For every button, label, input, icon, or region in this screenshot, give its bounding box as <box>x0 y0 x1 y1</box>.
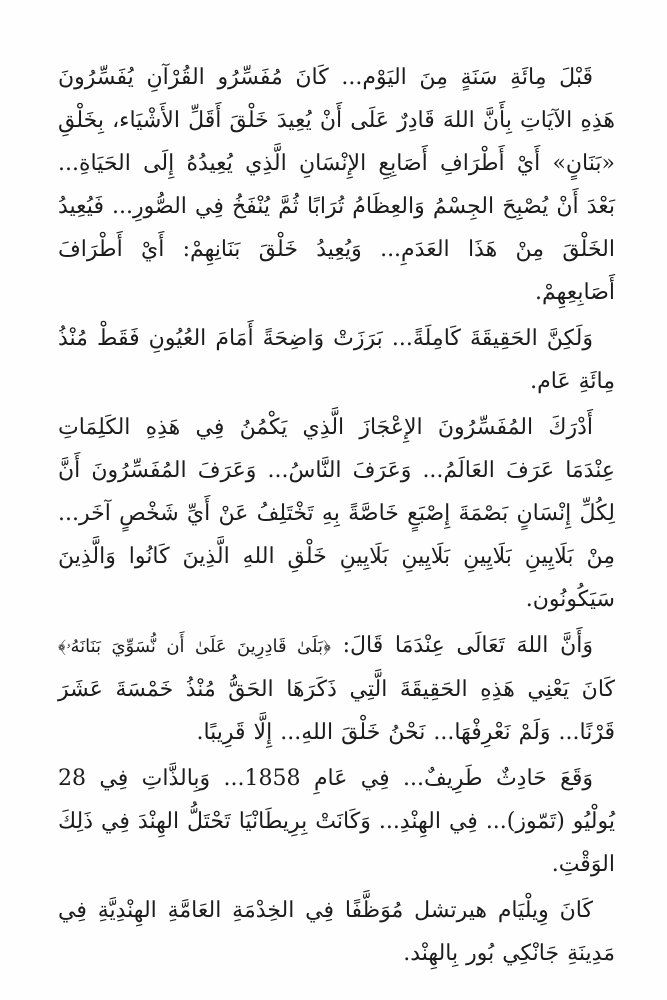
paragraph-1: قَبْلَ مِائَةِ سَنَةٍ مِنَ اليَوْم... كَانَ مُفَسِّرُو القُرْآنِ يُفَسِّرُونَ هَذِهِ الآيَاتِ بِأَنَّ اللهَ قَادِرٌ عَلَى أَنْ يُعِيدَ خَلْقَ أَقَلِّ الأَشْيَاء، بِخَلْقِ «بَنَانٍ» أَيْ أَطْرَافِ أَصَابِعِ الإِنْسَانِ الَّذِي يُعِيدُهُ إِلَى الحَيَاةِ... بَعْدَ أَنْ يُصْبِحَ الجِسْمُ وَالعِظَامُ تُرَابًا ثُمَّ يُنْفَخُ فِي الصُّورِ... فَيُعِيدُ الخَلْقَ مِنْ هَذَا العَدَمِ... وَيُعِيدُ خَلْقَ بَنَانِهِمْ: أَيْ أَطْرَافَ أَصَابِعِهِمْ. <box>58 65 615 305</box>
paragraph-4-rest: كَانَ يَعْنِي هَذِهِ الحَقِيقَةَ الَّتِي ذَكَرَهَا الحَقُّ مُنْذُ خَمْسَةَ عَشَرَ قَرْنًا... وَلَمْ نَعْرِفْهَا... نَحْنُ خَلْقَ اللهِ... إِلَّا قَرِيبًا. <box>58 677 615 745</box>
paragraph-5: وَقَعَ حَادِثٌ طَرِيفٌ... فِي عَامِ 1858... وَبِالذَّاتِ فِي 28 يُولْيُو (تَمّوز)... فِي الهِنْدِ... وَكَانَتْ بِرِيطَانْيَا تَحْتَلُّ الهِنْدَ فِي ذَلِكَ الوَقْتِ. <box>58 766 615 877</box>
paragraph-4 <box>58 624 615 754</box>
quran-verse: ﴿بَلَىٰ قَادِرِينَ عَلَىٰ أَن نُّسَوِّيَ بَنَانَهُۥ﴾ <box>58 636 331 657</box>
paragraph-6: كَانَ وِيلْيَام هيرتشل مُوَظَّفًا فِي الخِدْمَةِ العَامَّةِ الهِنْدِيَّةِ فِي مَدِينَةِ جَانْكِي بُور بِالهِنْد. <box>58 898 615 966</box>
paragraph-4-lead: وَأَنَّ اللهَ تَعَالَى عِنْدَمَا قَالَ: <box>330 633 593 658</box>
paragraph-3: أَدْرَكَ المُفَسِّرُونَ الإِعْجَازَ الَّذِي يَكْمُنُ فِي هَذِهِ الكَلِمَاتِ عِنْدَمَا عَرَفَ العَالَمُ... وَعَرَفَ النَّاسُ... وَعَرَفَ المُفَسِّرُونَ أَنَّ لِكُلِّ إِنْسَانٍ بَصْمَةَ إِصْبَعٍ خَاصَّةً بِهِ تَخْتَلِفُ عَنْ أَيِّ شَخْصٍ آخَر... مِنْ بَلَايِينِ بَلَايِينِ بَلَايِينِ بَلَايِينِ خَلْقِ اللهِ الَّذِينَ كَانُوا وَالَّذِينَ سَيَكُونُون. <box>58 415 615 612</box>
paragraph-2: وَلَكِنَّ الحَقِيقَةَ كَامِلَةً... بَرَزَتْ وَاضِحَةً أَمَامَ العُيُونِ فَقَطْ مُنْذُ مِائَةِ عَام. <box>58 326 615 394</box>
